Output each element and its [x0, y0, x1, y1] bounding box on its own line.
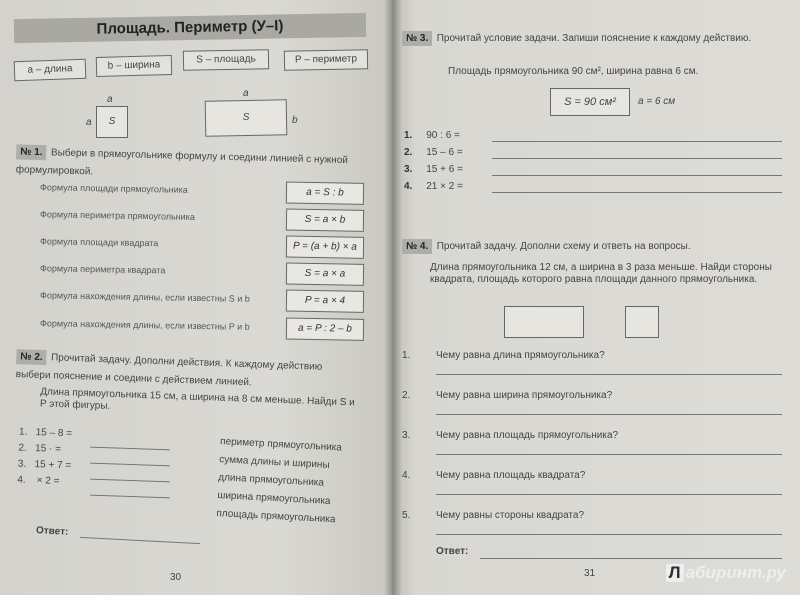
- explanation-item: сумма длины и ширины: [218, 454, 330, 471]
- task2-text: Прочитай задачу. Дополни действия. К каждому действию выбери пояснение и соедини с действием линией.: [15, 352, 323, 389]
- task3-text: Прочитай условие задачи. Запиши пояснение к каждому действию.: [436, 33, 752, 44]
- square-figure: [96, 106, 128, 138]
- step-expression: 15 · =: [34, 443, 62, 455]
- formula-box: P = (a + b) × a: [286, 236, 364, 259]
- task2-explanations: [216, 436, 371, 534]
- question-number: 5.: [402, 510, 411, 521]
- step-number: 3.: [17, 458, 27, 470]
- title-bar: [14, 13, 366, 43]
- step-expression: 15 + 7 =: [34, 459, 72, 472]
- step-expression: 15 – 8 =: [35, 427, 73, 440]
- formula-row: [40, 258, 360, 286]
- formula-box: a = S : b: [286, 182, 364, 205]
- task4-rectangle-scheme: [504, 306, 584, 338]
- task3-side-label: a = 6 см: [638, 96, 676, 107]
- step-expression: × 2 =: [33, 475, 60, 487]
- task3: [402, 28, 786, 46]
- answer-line[interactable]: [492, 175, 782, 176]
- step-number: 2.: [404, 147, 413, 158]
- formula-row: [40, 285, 360, 313]
- question-text: Чему равна ширина прямоугольника?: [436, 390, 613, 401]
- question-text: Чему равна площадь квадрата?: [436, 470, 586, 481]
- explanation-item: ширина прямоугольника: [217, 490, 331, 507]
- answer-line[interactable]: [436, 494, 782, 495]
- question-number: 1.: [402, 350, 411, 361]
- formula-label: Формула площади прямоугольника: [39, 182, 188, 195]
- formula-box: P = a × 4: [286, 290, 364, 313]
- task4-square-scheme: [625, 306, 659, 338]
- task3-number: № 3.: [402, 31, 432, 46]
- step-row: [404, 164, 524, 181]
- legend-width: b – ширина: [96, 55, 172, 77]
- task3-problem: Площадь прямоугольника 90 см², ширина равна 6 см.: [448, 66, 699, 77]
- square-top-label: a: [107, 94, 113, 105]
- formula-label: Формула площади квадрата: [39, 236, 159, 249]
- formula-row: [40, 204, 360, 232]
- watermark-logo: [666, 563, 786, 583]
- page-number-right: 31: [584, 568, 596, 579]
- formula-box: S = a × b: [286, 209, 364, 232]
- step-number: 4.: [17, 474, 26, 486]
- rect-top-label: a: [243, 88, 249, 99]
- task4-answer-label: Ответ:: [436, 546, 469, 557]
- step-row: [404, 181, 524, 198]
- step-number: 3.: [404, 164, 413, 175]
- task4-text: Прочитай задачу. Дополни схему и ответь на вопросы.: [436, 241, 691, 252]
- right-page: [392, 0, 800, 595]
- task1-number: № 1.: [16, 144, 47, 160]
- formula-label: Формула нахождения длины, если известны P и b: [39, 318, 250, 332]
- explanation-item: периметр прямоугольника: [219, 436, 343, 454]
- question-number: 3.: [402, 430, 411, 441]
- step-expression: 15 + 6 =: [426, 164, 463, 175]
- task4-answer-line[interactable]: [480, 558, 782, 559]
- task3-figure: [550, 88, 630, 116]
- formula-label: Формула периметра прямоугольника: [39, 209, 195, 222]
- answer-line[interactable]: [492, 141, 782, 142]
- task4-number: № 4.: [402, 239, 432, 254]
- formula-label: Формула периметра квадрата: [39, 263, 166, 276]
- answer-line[interactable]: [436, 454, 782, 455]
- rect-inner-label: S: [242, 111, 250, 124]
- page-title: Площадь. Периметр (У–I): [96, 17, 284, 38]
- answer-line[interactable]: [436, 534, 782, 535]
- step-row: [404, 147, 524, 164]
- book-spine: [384, 0, 402, 595]
- step-number: 4.: [404, 181, 413, 192]
- task4-problem: Длина прямоугольника 12 см, а ширина в 3 раза меньше. Найди стороны квадрата, площадь которого равна площади данного прямоугольника.: [430, 262, 772, 285]
- formula-row: [40, 313, 360, 341]
- step-expression: 21 × 2 =: [426, 181, 463, 192]
- formula-row: [40, 231, 360, 259]
- question-text: Чему равна длина прямоугольника?: [436, 350, 605, 361]
- answer-line[interactable]: [492, 158, 782, 159]
- step-number: 1.: [18, 426, 28, 438]
- question-text: Чему равна площадь прямоугольника?: [436, 430, 619, 441]
- watermark-mark: Л: [666, 564, 684, 582]
- answer-line[interactable]: [436, 414, 782, 415]
- answer-line[interactable]: [436, 374, 782, 375]
- step-expression: 15 – 6 =: [426, 147, 463, 158]
- step-row: [404, 130, 524, 147]
- rect-side-label: b: [292, 115, 298, 126]
- page-number-left: 30: [170, 572, 182, 583]
- step-expression: 90 : 6 =: [426, 130, 460, 141]
- step-number: 1.: [404, 130, 413, 141]
- legend-perimeter: P – периметр: [284, 49, 368, 70]
- legend-length: a – длина: [14, 59, 87, 82]
- question-text: Чему равны стороны квадрата?: [436, 510, 585, 521]
- formula-row: [40, 177, 360, 205]
- task3-figure-label: S = 90 см²: [564, 96, 616, 108]
- rect-figure: [205, 99, 288, 136]
- explanation-item: длина прямоугольника: [217, 472, 325, 489]
- task2-problem: Длина прямоугольника 15 см, а ширина на 8 см меньше. Найди S и P этой фигуры.: [39, 386, 355, 412]
- explanation-item: площадь прямоугольника: [216, 508, 336, 526]
- question-number: 4.: [402, 470, 411, 481]
- formula-box: a = P : 2 – b: [286, 318, 364, 341]
- answer-line[interactable]: [492, 192, 782, 193]
- legend-area: S – площадь: [183, 49, 269, 70]
- task2-number: № 2.: [16, 349, 47, 365]
- task2-steps: [17, 427, 219, 498]
- task2-answer-line[interactable]: [80, 537, 200, 544]
- square-side-label: a: [86, 117, 92, 128]
- task4: [402, 236, 786, 254]
- left-page: [0, 0, 392, 595]
- formula-label: Формула нахождения длины, если известны S и b: [39, 290, 250, 304]
- task2-answer-label: Ответ:: [35, 525, 69, 538]
- square-inner-label: S: [108, 116, 116, 127]
- watermark-text: абиринт.ру: [685, 563, 786, 582]
- formula-box: S = a × a: [286, 263, 364, 286]
- question-number: 2.: [402, 390, 411, 401]
- task1-text: Выбери в прямоугольнике формулу и соедини линией с нужной формулировкой.: [15, 147, 349, 178]
- step-number: 2.: [18, 442, 27, 454]
